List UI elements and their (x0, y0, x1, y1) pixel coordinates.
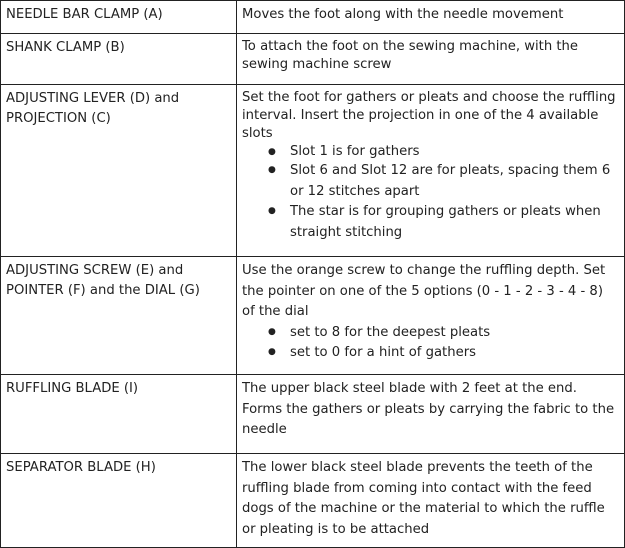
part-description-cell (237, 454, 625, 548)
part-name-cell: ADJUSTING SCREW (E) and POINTER (F) and the DIAL (G) (1, 257, 237, 375)
part-description: The upper black steel blade with 2 feet at the end. Forms the gathers or pleats by carrying the fabric to the needle (242, 381, 615, 437)
part-description-cell (237, 1, 625, 34)
part-description-cell (237, 257, 625, 375)
table-row (1, 257, 625, 375)
part-description-cell (237, 34, 625, 85)
part-name-cell: NEEDLE BAR CLAMP (A) (1, 1, 237, 34)
bullet-list (242, 143, 619, 243)
bullet-list (242, 323, 619, 364)
bullet-item: ● set to 8 for the deepest pleats (268, 323, 619, 344)
part-description-cell (237, 85, 625, 257)
table-row (1, 375, 625, 454)
part-description: Set the foot for gathers or pleats and choose the ruffling interval. Insert the projection in one of the 4 available slots (242, 90, 616, 141)
table-row (1, 34, 625, 85)
part-name-cell: SHANK CLAMP (B) (1, 34, 237, 85)
part-description: To attach the foot on the sewing machine, with the sewing machine screw (242, 39, 579, 72)
bullet-item: ● Slot 6 and Slot 12 are for pleats, spacing them 6 or 12 stitches apart (268, 161, 619, 202)
bullet-item: ● The star is for grouping gathers or pleats when straight stitching (268, 202, 619, 243)
part-name-cell: SEPARATOR BLADE (H) (1, 454, 237, 548)
part-name-cell: ADJUSTING LEVER (D) and PROJECTION (C) (1, 85, 237, 257)
part-description: The lower black steel blade prevents the teeth of the ruffling blade from coming into contact with the feed dogs of the machine or the material to which the ruffle or pleating is to be attached (242, 460, 605, 537)
part-description-cell (237, 375, 625, 454)
bullet-item: ● set to 0 for a hint of gathers (268, 343, 619, 364)
table-row (1, 85, 625, 257)
part-name-cell: RUFFLING BLADE (I) (1, 375, 237, 454)
table-row (1, 1, 625, 34)
part-description: Moves the foot along with the needle movement (242, 7, 564, 22)
table-row (1, 454, 625, 548)
bullet-item: ● Slot 1 is for gathers (268, 143, 619, 161)
part-description: Use the orange screw to change the ruffling depth. Set the pointer on one of the 5 options (0 - 1 - 2 - 3 - 4 - 8) of the dial (242, 263, 606, 319)
